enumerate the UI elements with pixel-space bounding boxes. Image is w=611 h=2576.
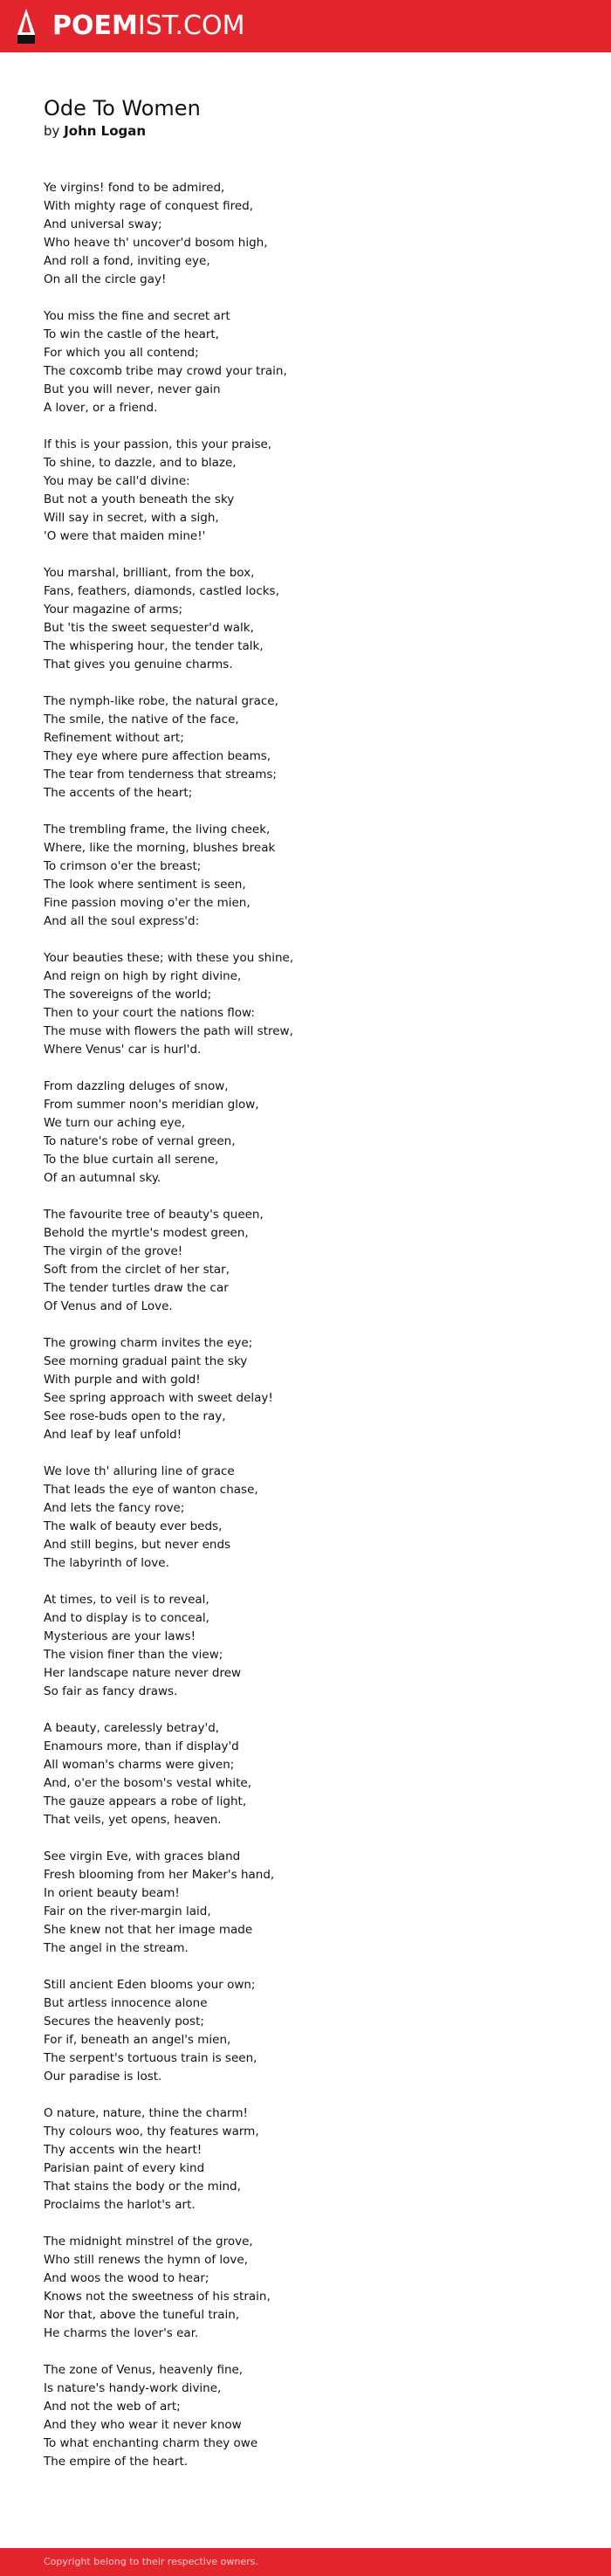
poem-line: From dazzling deluges of snow,: [44, 1079, 229, 1093]
poem-byline: [44, 122, 567, 140]
poem-line: The favourite tree of beauty's queen,: [44, 1208, 264, 1222]
poem-line: Of Venus and of Love.: [44, 1299, 173, 1313]
site-footer: [0, 2548, 611, 2576]
poem-line: To shine, to dazzle, and to blaze,: [44, 456, 237, 470]
stanza: [44, 2361, 567, 2471]
poem-line: The serpent's tortuous train is seen,: [44, 2051, 257, 2065]
poem-line: Where Venus' car is hurl'd.: [44, 1043, 202, 1057]
poem-line: And lets the fancy rove;: [44, 1501, 185, 1515]
poem-line: To what enchanting charm they owe: [44, 2436, 258, 2450]
poem-line: The vision finer than the view;: [44, 1648, 223, 1662]
poem-line: Her landscape nature never drew: [44, 1666, 242, 1680]
poem-line: Your beauties these; with these you shine,: [44, 951, 294, 965]
poem-line: And still begins, but never ends: [44, 1538, 231, 1552]
stanza: [44, 949, 567, 1059]
poem-line: The look where sentiment is seen,: [44, 878, 246, 892]
poem-line: See spring approach with sweet delay!: [44, 1391, 273, 1405]
poem-line: And leaf by leaf unfold!: [44, 1428, 182, 1442]
poem-line: From summer noon's meridian glow,: [44, 1098, 259, 1112]
poem-line: On all the circle gay!: [44, 272, 167, 286]
poem-line: For which you all contend;: [44, 346, 199, 360]
poem-line: And they who wear it never know: [44, 2418, 242, 2432]
brand-bold: POEM: [52, 10, 138, 41]
stanza: [44, 179, 567, 289]
poem-line: That veils, yet opens, heaven.: [44, 1813, 222, 1827]
poem-line: Behold the myrtle's modest green,: [44, 1226, 249, 1240]
poem-line: All woman's charms were given;: [44, 1758, 235, 1772]
poem-content: [44, 94, 567, 2490]
pen-nib-icon[interactable]: [16, 8, 37, 45]
poem-line: Knows not the sweetness of his strain,: [44, 2290, 271, 2304]
poem-line: But artless innocence alone: [44, 1996, 208, 2010]
stanza: [44, 1078, 567, 1188]
poem-line: O nature, nature, thine the charm!: [44, 2106, 248, 2120]
poem-line: And woos the wood to hear;: [44, 2271, 209, 2285]
poem-line: The empire of the heart.: [44, 2455, 189, 2469]
poem-line: A lover, or a friend.: [44, 401, 158, 415]
poem-line: The angel in the stream.: [44, 1941, 189, 1955]
stanza: [44, 1719, 567, 1829]
poem-line: Still ancient Eden blooms your own;: [44, 1978, 256, 1992]
poem-line: Enamours more, than if display'd: [44, 1739, 239, 1753]
poem-line: For if, beneath an angel's mien,: [44, 2033, 231, 2047]
poem-line: Parisian paint of every kind: [44, 2161, 205, 2175]
poem-line: But not a youth beneath the sky: [44, 492, 235, 506]
poem-line: Soft from the circlet of her star,: [44, 1263, 230, 1277]
poem-line: You miss the fine and secret art: [44, 309, 230, 323]
poem-line: And not the web of art;: [44, 2400, 181, 2414]
stanza: [44, 1848, 567, 1958]
poem-line: To win the castle of the heart,: [44, 327, 219, 341]
poem-line: And to display is to conceal,: [44, 1611, 209, 1625]
stanza: [44, 1463, 567, 1573]
poem-line: Who still renews the hymn of love,: [44, 2253, 249, 2267]
brand-light: IST.COM: [137, 10, 245, 41]
poem-line: But 'tis the sweet sequester'd walk,: [44, 621, 254, 635]
poem-line: Nor that, above the tuneful train,: [44, 2308, 240, 2322]
poem-title: Ode To Women: [44, 96, 201, 121]
stanza: [44, 2104, 567, 2214]
poem-line: The smile, the native of the face,: [44, 713, 239, 727]
poem-line: Who heave th' uncover'd bosom high,: [44, 236, 268, 250]
stanza: [44, 436, 567, 546]
poem-line: The muse with flowers the path will strew,: [44, 1024, 293, 1038]
by-label: by: [44, 123, 60, 139]
poem-line: Ye virgins! fond to be admired,: [44, 181, 225, 195]
stanza: [44, 307, 567, 417]
poem-author[interactable]: John Logan: [64, 123, 147, 139]
poem-line: And reign on high by right divine,: [44, 969, 242, 983]
poem-line: And universal sway;: [44, 217, 162, 231]
poem-line: The tear from tenderness that streams;: [44, 768, 277, 782]
copyright-text: Copyright belong to their respective owners.: [44, 2556, 258, 2567]
poem-line: That gives you genuine charms.: [44, 658, 233, 672]
poem-line: Fans, feathers, diamonds, castled locks,: [44, 584, 279, 598]
poem-line: A beauty, carelessly betray'd,: [44, 1721, 220, 1735]
poem-line: That stains the body or the mind,: [44, 2180, 241, 2194]
poem-line: Fair on the river-margin laid,: [44, 1904, 211, 1918]
poem-line: The coxcomb tribe may crowd your train,: [44, 364, 287, 378]
poem-line: Fine passion moving o'er the mien,: [44, 896, 251, 910]
poem-line: Proclaims the harlot's art.: [44, 2198, 196, 2212]
poem-line: The trembling frame, the living cheek,: [44, 823, 271, 837]
poem-line: Of an autumnal sky.: [44, 1171, 161, 1185]
poem-line: See morning gradual paint the sky: [44, 1354, 248, 1368]
poem-line: See virgin Eve, with graces bland: [44, 1849, 241, 1863]
poem-line: You marshal, brilliant, from the box,: [44, 566, 255, 580]
poem-line: The accents of the heart;: [44, 786, 193, 800]
poem-line: At times, to veil is to reveal,: [44, 1593, 209, 1607]
stanza: [44, 821, 567, 931]
poem-line: We love th' alluring line of grace: [44, 1464, 235, 1478]
poem-line: But you will never, never gain: [44, 382, 221, 396]
poem-line: So fair as fancy draws.: [44, 1684, 178, 1698]
poem-line: The growing charm invites the eye;: [44, 1336, 253, 1350]
poem-line: Secures the heavenly post;: [44, 2015, 204, 2028]
poem-line: Thy accents win the heart!: [44, 2143, 203, 2157]
poem-line: Mysterious are your laws!: [44, 1629, 196, 1643]
poem-line: That leads the eye of wanton chase,: [44, 1483, 258, 1497]
stanza: [44, 1334, 567, 1444]
poem-line: If this is your passion, this your praise,: [44, 437, 272, 451]
poem-line: See rose-buds open to the ray,: [44, 1409, 226, 1423]
poem-line: And all the soul express'd:: [44, 914, 200, 928]
poem-line: To nature's robe of vernal green,: [44, 1134, 236, 1148]
site-logo[interactable]: [52, 11, 244, 41]
poem-line: Then to your court the nations flow:: [44, 1006, 255, 1020]
poem-line: To crimson o'er the breast;: [44, 859, 202, 873]
poem-line: He charms the lover's ear.: [44, 2326, 199, 2340]
poem-line: The labyrinth of love.: [44, 1556, 169, 1570]
poem-line: The gauze appears a robe of light,: [44, 1794, 247, 1808]
poem-line: Refinement without art;: [44, 731, 184, 745]
poem-line: Thy colours woo, thy features warm,: [44, 2125, 259, 2139]
poem-line: The virgin of the grove!: [44, 1244, 183, 1258]
poem-line: The whispering hour, the tender talk,: [44, 639, 264, 653]
poem-line: To the blue curtain all serene,: [44, 1153, 219, 1167]
poem-line: You may be call'd divine:: [44, 474, 190, 488]
stanza: [44, 1976, 567, 2086]
poem-line: Our paradise is lost.: [44, 2070, 162, 2084]
poem-line: With purple and with gold!: [44, 1373, 201, 1387]
poem-line: We turn our aching eye,: [44, 1116, 186, 1130]
poem-line: Where, like the morning, blushes break: [44, 841, 276, 855]
poem-line: And roll a fond, inviting eye,: [44, 254, 210, 268]
poem-line: The nymph-like robe, the natural grace,: [44, 694, 278, 708]
poem-line: The walk of beauty ever beds,: [44, 1519, 223, 1533]
poem-line: They eye where pure affection beams,: [44, 749, 271, 763]
poem-line: Is nature's handy-work divine,: [44, 2381, 222, 2395]
stanza: [44, 692, 567, 802]
stanza: [44, 1591, 567, 1701]
poem-line: The sovereigns of the world;: [44, 988, 212, 1002]
poem-line: The midnight minstrel of the grove,: [44, 2235, 253, 2249]
stanza: [44, 1206, 567, 1316]
poem-line: 'O were that maiden mine!': [44, 529, 206, 543]
poem-line: Fresh blooming from her Maker's hand,: [44, 1868, 275, 1882]
poem-line: The tender turtles draw the car: [44, 1281, 229, 1295]
stanza: [44, 564, 567, 674]
poem-body: [44, 179, 567, 2471]
poem-line: With mighty rage of conquest fired,: [44, 199, 254, 213]
poem-line: Will say in secret, with a sigh,: [44, 511, 219, 525]
site-header: [0, 0, 611, 52]
poem-line: She knew not that her image made: [44, 1923, 253, 1937]
poem-line: And, o'er the bosom's vestal white,: [44, 1776, 251, 1790]
stanza: [44, 2233, 567, 2343]
poem-line: Your magazine of arms;: [44, 603, 182, 616]
poem-line: The zone of Venus, heavenly fine,: [44, 2363, 244, 2377]
poem-line: In orient beauty beam!: [44, 1886, 180, 1900]
